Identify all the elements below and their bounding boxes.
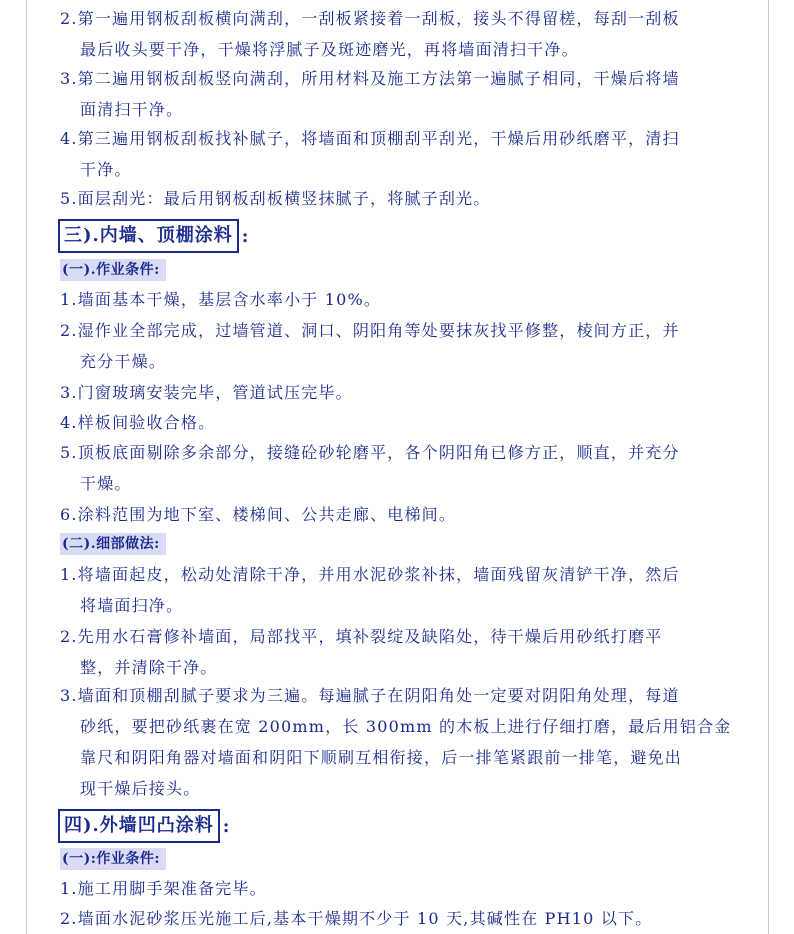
section-title: 三).内墙、顶棚涂料 bbox=[58, 219, 239, 253]
list-item: 3.门窗玻璃安装完毕，管道试压完毕。 bbox=[60, 383, 353, 402]
section-heading: 四).外墙凹凸涂料 : bbox=[58, 809, 229, 843]
subsection-heading: (一).作业条件: bbox=[60, 259, 166, 281]
list-item: 4.样板间验收合格。 bbox=[60, 413, 216, 432]
list-item: 2.墙面水泥砂浆压光施工后,基本干燥期不少于 10 天,其碱性在 PH10 以下。 bbox=[60, 909, 653, 928]
subsection-heading: (二).细部做法: bbox=[60, 533, 166, 555]
list-item: 6.涂料范围为地下室、楼梯间、公共走廊、电梯间。 bbox=[60, 505, 457, 524]
list-item: 1.墙面基本干燥，基层含水率小于 10%。 bbox=[60, 290, 382, 309]
list-item: 5.顶板底面剔除多余部分，接缝砼砂轮磨平，各个阴阳角已修方正，顺直，并充分 干燥。 bbox=[60, 443, 680, 493]
list-item: 5.面层刮光：最后用钢板刮板横竖抹腻子，将腻子刮光。 bbox=[60, 189, 491, 208]
left-border-line bbox=[26, 0, 27, 934]
list-item: 2.第一遍用钢板刮板横向满刮，一刮板紧接着一刮板，接头不得留槎，每刮一刮板 最后收头要干净，干燥将浮腻子及斑迹磨光，再将墙面清扫干净。 bbox=[60, 9, 680, 59]
list-item: 1.施工用脚手架准备完毕。 bbox=[60, 879, 267, 898]
list-item: 2.湿作业全部完成，过墙管道、洞口、阴阳角等处要抹灰找平修整，棱间方正，并 充分干燥。 bbox=[60, 321, 680, 371]
right-border-line bbox=[768, 0, 769, 934]
list-item: 3.第二遍用钢板刮板竖向满刮，所用材料及施工方法第一遍腻子相同，干燥后将墙 面清扫干净。 bbox=[60, 69, 680, 119]
list-item: 2.先用水石膏修补墙面，局部找平，填补裂绽及缺陷处，待干燥后用砂纸打磨平 整，并清除干净。 bbox=[60, 627, 663, 677]
list-item: 1.将墙面起皮，松动处清除干净，并用水泥砂浆补抹，墙面残留灰清铲干净，然后 将墙面扫净。 bbox=[60, 565, 680, 615]
section-heading: 三).内墙、顶棚涂料 : bbox=[58, 219, 248, 253]
section-title: 四).外墙凹凸涂料 bbox=[58, 809, 220, 843]
subsection-heading: (一):作业条件: bbox=[60, 848, 166, 870]
list-item: 3.墙面和顶棚刮腻子要求为三遍。每遍腻子在阴阳角处一定要对阴阳角处理，每道 砂纸，要把砂纸裹在宽 200mm，长 300mm 的木板上进行仔细打磨，最后用铝合金 靠尺和阴阳角器对墙面和阴阳下顺刷互相衔接，后一排笔紧跟前一排笔，避免出 现干燥后接头。 bbox=[60, 686, 732, 798]
list-item: 4.第三遍用钢板刮板找补腻子，将墙面和顶棚刮平刮光，干燥后用砂纸磨平，清扫 干净。 bbox=[60, 129, 680, 179]
